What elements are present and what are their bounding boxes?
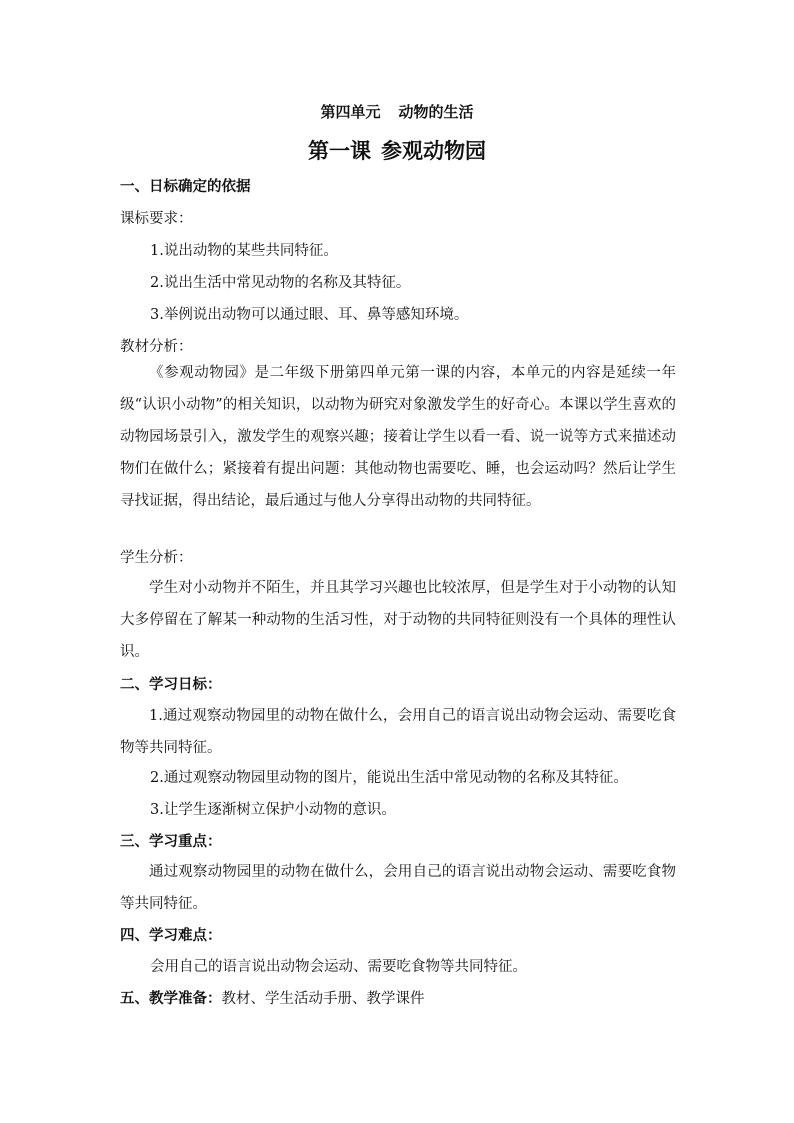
objective-item: 2.通过观察动物园里动物的图片，能说出生活中常见动物的名称及其特征。 bbox=[150, 770, 628, 786]
student-label: 学生分析： bbox=[120, 550, 193, 566]
curriculum-item: 2.说出生活中常见动物的名称及其特征。 bbox=[150, 275, 411, 291]
section5-heading: 五、教学准备： bbox=[120, 991, 222, 1007]
lesson-number: 第一课 bbox=[308, 139, 371, 163]
section2-heading: 二、学习日标： bbox=[120, 677, 222, 693]
preparation-text: 教材、学生活动手册、教学课件 bbox=[221, 991, 425, 1007]
unit-name: 动物的生活 bbox=[398, 103, 474, 121]
textbook-label: 教材分析： bbox=[120, 339, 193, 355]
textbook-analysis-paragraph: 《参观动物园》是二年级下册第四单元第一课的内容，本单元的内容是延续一年级“认识小动物”的相关知识，以动物为研究对象激发学生的好奇心。本课以学生喜欢的动物园场景引入，激发学生的观察兴趣；接着让学生以看一看、说一说等方式来描述动物们在做什么；紧接着有提出问题：其他动物也需要吃、睡，也会运动吗？然后让学生寻找证据，得出结论，最后通过与他人分享得出动物的共同特征。 bbox=[120, 365, 676, 509]
section3-heading: 三、学习重点： bbox=[120, 834, 222, 850]
student-analysis-paragraph: 学生对小动物并不陌生，并且其学习兴趣也比较浓厚，但是学生对于小动物的认知大多停留在了解某一种动物的生活习性，对于动物的共同特征则没有一个具体的理性认识。 bbox=[120, 580, 676, 660]
unit-title bbox=[0, 101, 794, 122]
curriculum-item: 1.说出动物的某些共同特征。 bbox=[150, 243, 338, 259]
lesson-name: 参观动物园 bbox=[381, 139, 486, 163]
difficulty-text: 会用自己的语言说出动物会运动、需要吃食物等共同特征。 bbox=[150, 959, 527, 975]
unit-number: 第四单元 bbox=[320, 103, 381, 121]
section1-heading: 一、日标确定的依据 bbox=[120, 179, 251, 195]
objective-item: 3.让学生逐渐树立保护小动物的意识。 bbox=[150, 802, 396, 818]
curriculum-item: 3.举例说出动物可以通过眼、耳、鼻等感知环境。 bbox=[150, 307, 469, 323]
section5-line bbox=[120, 989, 425, 1009]
lesson-title bbox=[0, 135, 794, 165]
curriculum-label: 课标要求： bbox=[120, 211, 193, 227]
section4-heading: 四、学习难点： bbox=[120, 928, 222, 944]
objective-item: 1.通过观察动物园里的动物在做什么，会用自己的语言说出动物会运动、需要吃食物等共同特征。 bbox=[120, 708, 676, 756]
key-point-paragraph: 通过观察动物园里的动物在做什么，会用自己的语言说出动物会运动、需要吃食物等共同特征。 bbox=[120, 864, 676, 912]
